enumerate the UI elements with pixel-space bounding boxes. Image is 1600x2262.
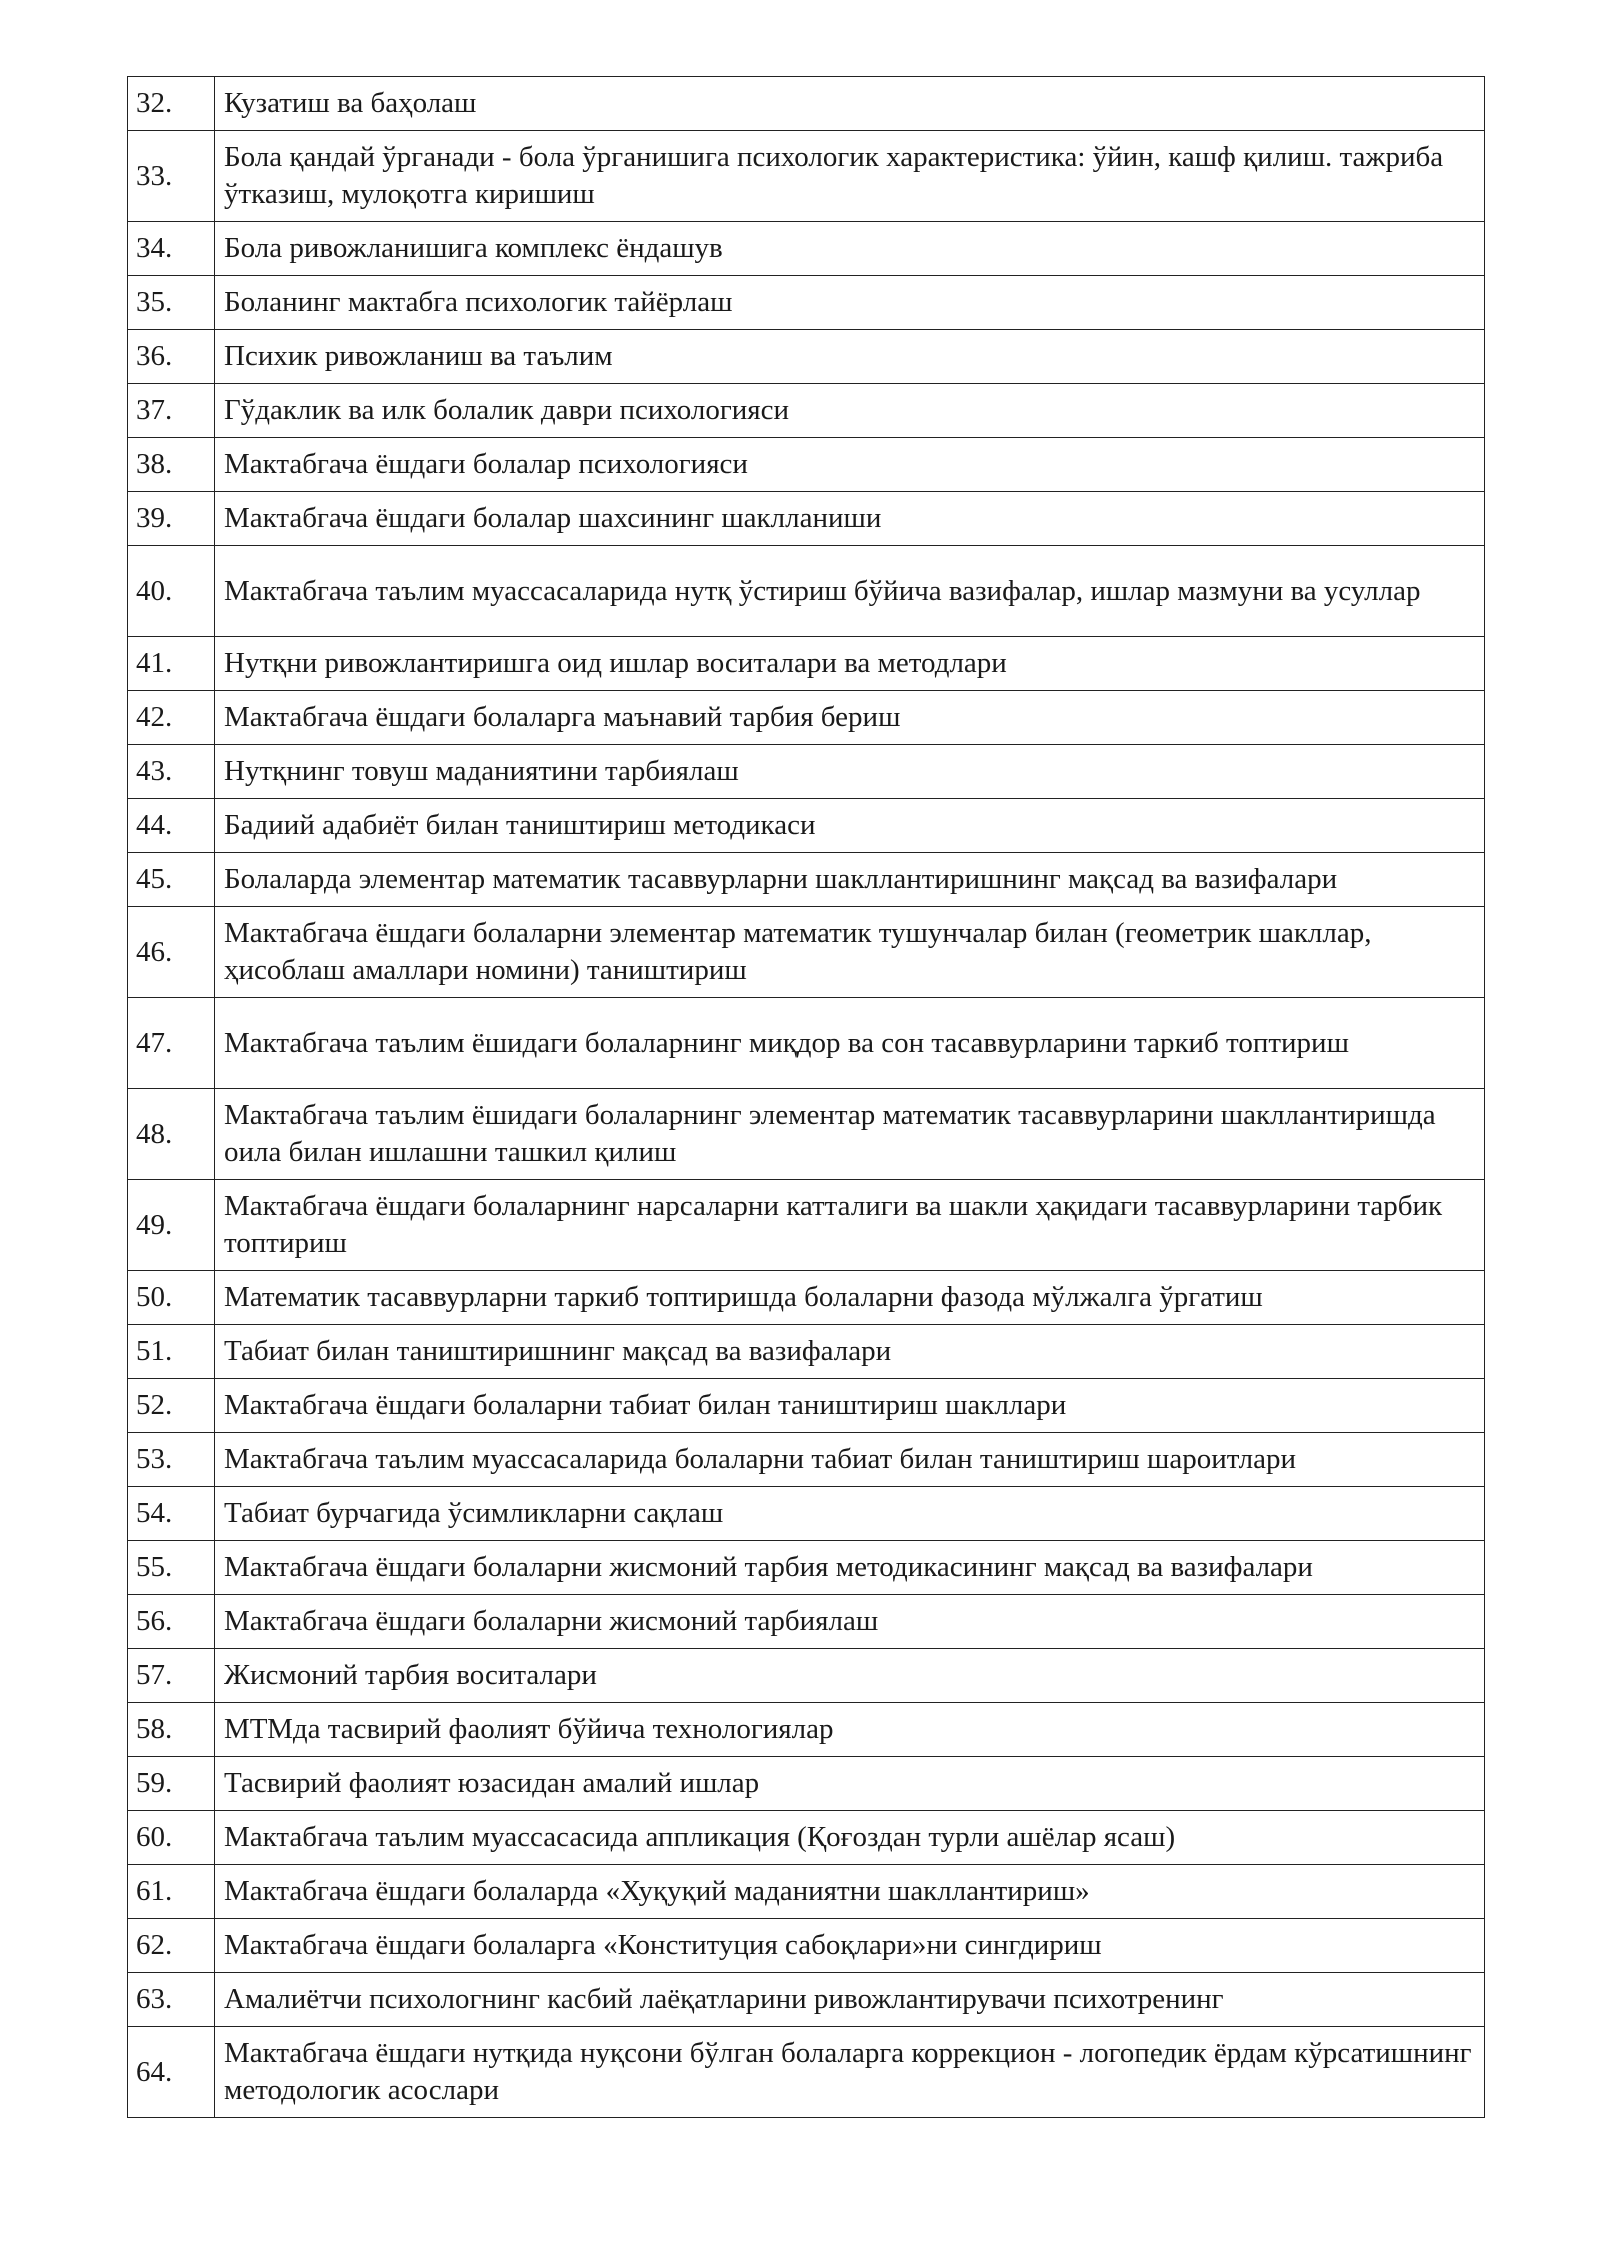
row-number: 34. <box>128 222 215 276</box>
table-row <box>128 222 1485 276</box>
table-row <box>128 1271 1485 1325</box>
row-number: 62. <box>128 1919 215 1973</box>
row-number: 48. <box>128 1089 215 1180</box>
table-row <box>128 276 1485 330</box>
topic-title: Математик тасаввурларни таркиб топтиришда болаларни фазода мўлжалга ўргатиш <box>215 1271 1485 1325</box>
topic-title: Нутқни ривожлантиришга оид ишлар воситалари ва методлари <box>215 637 1485 691</box>
row-number: 49. <box>128 1180 215 1271</box>
table-row <box>128 438 1485 492</box>
topic-title: Мактабгача ёшдаги болаларнинг нарсаларни катталиги ва шакли ҳақидаги тасаввурларини тарбик топтириш <box>215 1180 1485 1271</box>
table-row <box>128 77 1485 131</box>
topic-title: Мактабгача ёшдаги болалар психологияси <box>215 438 1485 492</box>
topic-title: Тасвирий фаолият юзасидан амалий ишлар <box>215 1757 1485 1811</box>
row-number: 55. <box>128 1541 215 1595</box>
table-row <box>128 1379 1485 1433</box>
row-number: 63. <box>128 1973 215 2027</box>
row-number: 53. <box>128 1433 215 1487</box>
table-row <box>128 1541 1485 1595</box>
topic-title: Кузатиш ва баҳолаш <box>215 77 1485 131</box>
row-number: 41. <box>128 637 215 691</box>
topic-title: Мактабгача таълим муассасасида аппликация (Қоғоздан турли ашёлар ясаш) <box>215 1811 1485 1865</box>
table-row <box>128 1325 1485 1379</box>
row-number: 57. <box>128 1649 215 1703</box>
topic-title: Табиат бурчагида ўсимликларни сақлаш <box>215 1487 1485 1541</box>
row-number: 52. <box>128 1379 215 1433</box>
row-number: 60. <box>128 1811 215 1865</box>
table-row <box>128 384 1485 438</box>
topic-title: Мактабгача ёшдаги болаларни табиат билан таништириш шакллари <box>215 1379 1485 1433</box>
topics-table <box>127 76 1485 2118</box>
table-row <box>128 691 1485 745</box>
table-row <box>128 1757 1485 1811</box>
topic-title: Бола ривожланишига комплекс ёндашув <box>215 222 1485 276</box>
table-row <box>128 1865 1485 1919</box>
row-number: 39. <box>128 492 215 546</box>
topic-title: Мактабгача таълим ёшидаги болаларнинг миқдор ва сон тасаввурларини таркиб топтириш <box>215 998 1485 1089</box>
table-row <box>128 330 1485 384</box>
topic-title: Бадиий адабиёт билан таништириш методикаси <box>215 799 1485 853</box>
row-number: 42. <box>128 691 215 745</box>
topic-title: Мактабгача ёшдаги болаларни элементар математик тушунчалар билан (геометрик шакллар, ҳисоблаш амаллари номини) таништириш <box>215 907 1485 998</box>
row-number: 58. <box>128 1703 215 1757</box>
topic-title: Бола қандай ўрганади - бола ўрганишига психологик характеристика: ўйин, кашф қилиш. тажриба ўтказиш, мулоқотга киришиш <box>215 131 1485 222</box>
row-number: 32. <box>128 77 215 131</box>
topic-title: Амалиётчи психологнинг касбий лаёқатларини ривожлантирувачи психотренинг <box>215 1973 1485 2027</box>
topic-title: Табиат билан таништиришнинг мақсад ва вазифалари <box>215 1325 1485 1379</box>
row-number: 46. <box>128 907 215 998</box>
table-row <box>128 853 1485 907</box>
row-number: 59. <box>128 1757 215 1811</box>
topic-title: Мактабгача ёшдаги болаларда «Хуқуқий маданиятни шакллантириш» <box>215 1865 1485 1919</box>
table-row <box>128 1649 1485 1703</box>
topic-title: Гўдаклик ва илк болалик даври психологияси <box>215 384 1485 438</box>
row-number: 36. <box>128 330 215 384</box>
topics-table-body <box>128 77 1485 2118</box>
row-number: 40. <box>128 546 215 637</box>
row-number: 50. <box>128 1271 215 1325</box>
table-row <box>128 998 1485 1089</box>
topic-title: Мактабгача ёшдаги нутқида нуқсони бўлган болаларга коррекцион - логопедик ёрдам кўрсатишнинг методологик асослари <box>215 2027 1485 2118</box>
topic-title: МТМда тасвирий фаолият бўйича технологиялар <box>215 1703 1485 1757</box>
table-row <box>128 745 1485 799</box>
topic-title: Мактабгача ёшдаги болаларни жисмоний тарбия методикасининг мақсад ва вазифалари <box>215 1541 1485 1595</box>
row-number: 47. <box>128 998 215 1089</box>
table-row <box>128 1703 1485 1757</box>
topic-title: Мактабгача ёшдаги болаларга маънавий тарбия бериш <box>215 691 1485 745</box>
table-row <box>128 1089 1485 1180</box>
row-number: 64. <box>128 2027 215 2118</box>
row-number: 51. <box>128 1325 215 1379</box>
table-row <box>128 492 1485 546</box>
row-number: 38. <box>128 438 215 492</box>
topic-title: Боланинг мактабга психологик тайёрлаш <box>215 276 1485 330</box>
topic-title: Болаларда элементар математик тасаввурларни шакллантиришнинг мақсад ва вазифалари <box>215 853 1485 907</box>
row-number: 44. <box>128 799 215 853</box>
table-row <box>128 1919 1485 1973</box>
row-number: 54. <box>128 1487 215 1541</box>
row-number: 35. <box>128 276 215 330</box>
row-number: 33. <box>128 131 215 222</box>
table-row <box>128 1487 1485 1541</box>
row-number: 43. <box>128 745 215 799</box>
table-row <box>128 546 1485 637</box>
table-row <box>128 799 1485 853</box>
row-number: 56. <box>128 1595 215 1649</box>
topic-title: Мактабгача таълим муассасаларида нутқ ўстириш бўйича вазифалар, ишлар мазмуни ва усуллар <box>215 546 1485 637</box>
topic-title: Нутқнинг товуш маданиятини тарбиялаш <box>215 745 1485 799</box>
table-row <box>128 131 1485 222</box>
topic-title: Мактабгача таълим муассасаларида болаларни табиат билан таништириш шароитлари <box>215 1433 1485 1487</box>
topic-title: Мактабгача ёшдаги болалар шахсининг шаклланиши <box>215 492 1485 546</box>
table-row <box>128 1811 1485 1865</box>
row-number: 37. <box>128 384 215 438</box>
table-row <box>128 1973 1485 2027</box>
topic-title: Мактабгача ёшдаги болаларга «Конституция сабоқлари»ни сингдириш <box>215 1919 1485 1973</box>
table-row <box>128 2027 1485 2118</box>
table-row <box>128 1595 1485 1649</box>
row-number: 45. <box>128 853 215 907</box>
topic-title: Психик ривожланиш ва таълим <box>215 330 1485 384</box>
topic-title: Мактабгача таълим ёшидаги болаларнинг элементар математик тасаввурларини шакллантиришда оила билан ишлашни ташкил қилиш <box>215 1089 1485 1180</box>
table-row <box>128 1433 1485 1487</box>
topic-title: Мактабгача ёшдаги болаларни жисмоний тарбиялаш <box>215 1595 1485 1649</box>
table-row <box>128 907 1485 998</box>
topic-title: Жисмоний тарбия воситалари <box>215 1649 1485 1703</box>
row-number: 61. <box>128 1865 215 1919</box>
table-row <box>128 1180 1485 1271</box>
table-row <box>128 637 1485 691</box>
